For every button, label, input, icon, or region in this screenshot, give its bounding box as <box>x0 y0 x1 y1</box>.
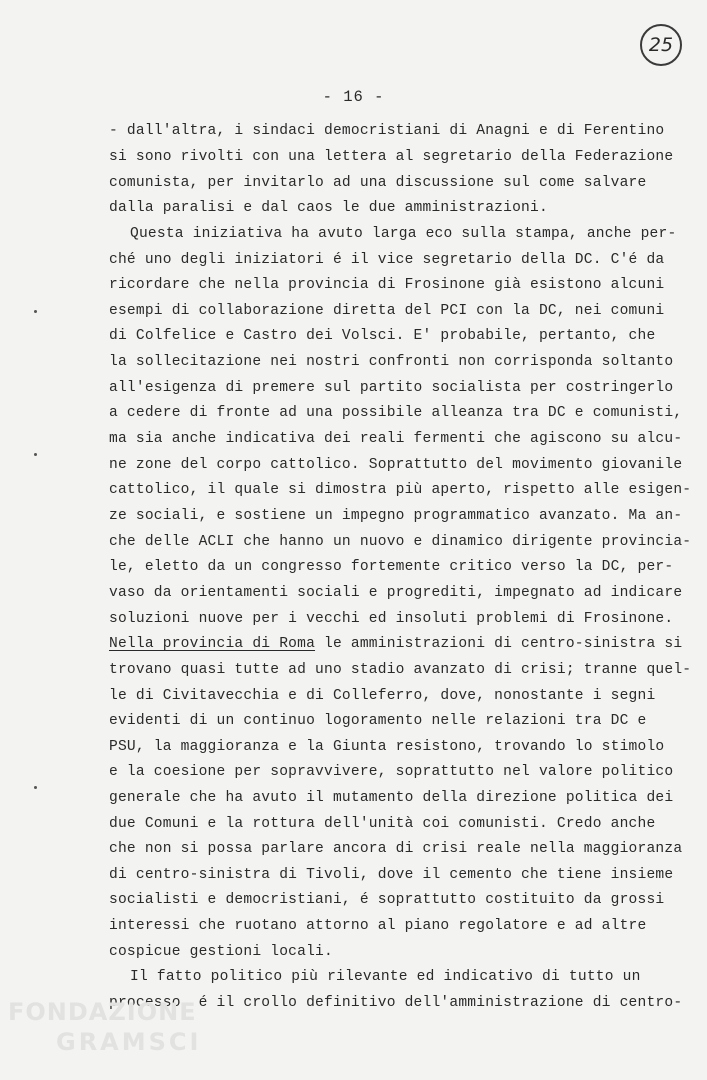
text-line: cattolico, il quale si dimostra più aperto, rispetto alle esigen- <box>109 482 692 498</box>
text-line: soluzioni nuove per i vecchi ed insoluti problemi di Frosinone. <box>109 611 674 627</box>
text-line: trovano quasi tutte ad uno stadio avanzato di crisi; tranne quel- <box>109 662 692 678</box>
text-line: Questa iniziativa ha avuto larga eco sulla stampa, anche per- <box>130 226 677 242</box>
text-line: - dall'altra, i sindaci democristiani di Anagni e di Ferentino <box>109 123 665 139</box>
margin-mark <box>34 786 37 789</box>
margin-mark <box>34 310 37 313</box>
text-line: Il fatto politico più rilevante ed indicativo di tutto un <box>130 969 641 985</box>
text-line: di centro-sinistra di Tivoli, dove il cemento che tiene insieme <box>109 867 674 883</box>
text-line: ne zone del corpo cattolico. Soprattutto del movimento giovanile <box>109 457 683 473</box>
text-line: ché uno degli iniziatori é il vice segretario della DC. C'é da <box>109 252 665 268</box>
underlined-heading: Nella provincia di Roma <box>109 636 316 652</box>
text-line: processo, é il crollo definitivo dell'amministrazione di centro- <box>109 995 683 1011</box>
text-line: all'esigenza di premere sul partito socialista per costringerlo <box>109 380 674 396</box>
text-fragment: le amministrazioni di centro-sinistra si <box>315 636 683 652</box>
text-line: evidenti di un continuo logoramento nelle relazioni tra DC e <box>109 713 647 729</box>
text-line: interessi che ruotano attorno al piano regolatore e ad altre <box>109 918 647 934</box>
margin-mark <box>34 453 37 456</box>
text-line <box>109 636 682 652</box>
text-line: le di Civitavecchia e di Colleferro, dove, nonostante i segni <box>109 688 656 704</box>
text-line: la sollecitazione nei nostri confronti non corrisponda soltanto <box>109 354 674 370</box>
text-line: ricordare che nella provincia di Frosinone già esistono alcuni <box>109 277 665 293</box>
text-line: a cedere di fronte ad una possibile alleanza tra DC e comunisti, <box>109 405 683 421</box>
text-line: generale che ha avuto il mutamento della direzione politica dei <box>109 790 674 806</box>
text-line: che non si possa parlare ancora di crisi reale nella maggioranza <box>109 841 683 857</box>
text-line: due Comuni e la rottura dell'unità coi comunisti. Credo anche <box>109 816 656 832</box>
text-line: dalla paralisi e dal caos le due amministrazioni. <box>109 200 548 216</box>
watermark-logo <box>8 1000 201 1054</box>
text-line: che delle ACLI che hanno un nuovo e dinamico dirigente provincia- <box>109 534 692 550</box>
page-number: - 16 - <box>322 88 385 106</box>
text-line: le, eletto da un congresso fortemente critico verso la DC, per- <box>109 559 674 575</box>
watermark-line-2: GRAMSCI <box>56 1028 202 1056</box>
text-line: di Colfelice e Castro dei Volsci. E' probabile, pertanto, che <box>109 328 656 344</box>
text-line: ze sociali, e sostiene un impegno programmatico avanzato. Ma an- <box>109 508 683 524</box>
text-line: esempi di collaborazione diretta del PCI con la DC, nei comuni <box>109 303 665 319</box>
text-line: e la coesione per sopravvivere, soprattutto nel valore politico <box>109 764 674 780</box>
watermark-line-1: FONDAZIONE <box>8 998 197 1026</box>
text-line: comunista, per invitarlo ad una discussione sul come salvare <box>109 175 647 191</box>
archive-page-stamp: 25 <box>640 24 682 66</box>
text-line: ma sia anche indicativa dei reali fermenti che agiscono su alcu- <box>109 431 683 447</box>
text-line: PSU, la maggioranza e la Giunta resistono, trovando lo stimolo <box>109 739 665 755</box>
text-line: si sono rivolti con una lettera al segretario della Federazione <box>109 149 674 165</box>
text-line: cospicue gestioni locali. <box>109 944 333 960</box>
text-line: socialisti e democristiani, é soprattutto costituito da grossi <box>109 892 665 908</box>
text-line: vaso da orientamenti sociali e progrediti, impegnato ad indicare <box>109 585 683 601</box>
